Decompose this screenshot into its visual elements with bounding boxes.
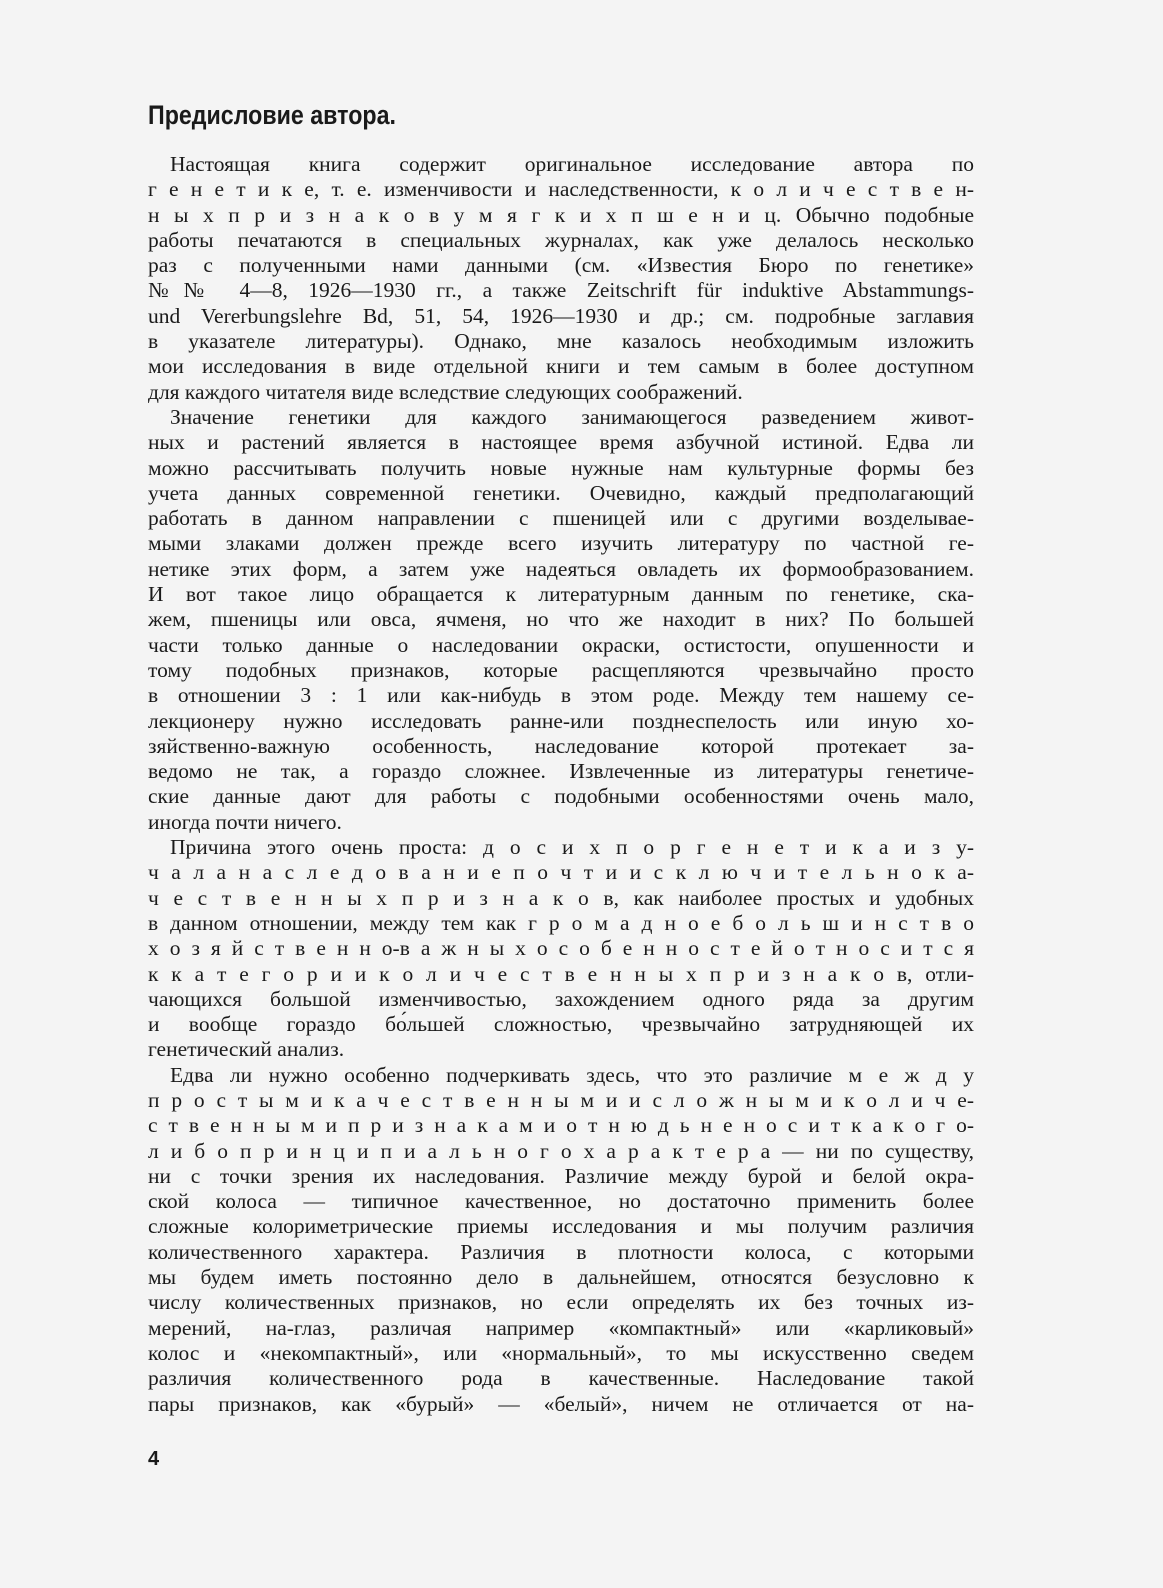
text-line: ч е с т в е н н ы х п р и з н а к о в, как наиболее простых и удобных — [148, 885, 974, 910]
text-line: г е н е т и к е, т. е. изменчивости и наследственности, к о л и ч е с т в е н- — [148, 177, 974, 202]
text-line: колос и «некомпактный», или «нормальный», то мы искусственно сведем — [148, 1340, 974, 1365]
text-line: в отношении 3 : 1 или как-нибудь в этом роде. Между тем нашему се- — [148, 683, 974, 708]
text-line: Едва ли нужно особенно подчеркивать здесь, что это различие м е ж д у — [170, 1062, 974, 1087]
text-line: можно рассчитывать получить новые нужные нам культурные формы без — [148, 455, 974, 480]
text-line: нетике этих форм, а затем уже надеяться овладеть их формообразованием. — [148, 556, 974, 581]
text-line: мои исследования в виде отдельной книги и тем самым в более доступном — [148, 354, 974, 379]
text-line: лекционеру нужно исследовать ранне-или позднеспелость или иную хо- — [148, 708, 974, 733]
text-line: ных и растений является в настоящее время азбучной истиной. Едва ли — [148, 430, 974, 455]
text-line: для каждого читателя виде вследствие следующих соображений. — [148, 379, 743, 404]
text-line: количественного характера. Различия в плотности колоса, с которыми — [148, 1239, 974, 1264]
text-line: ской колоса — типичное качественное, но достаточно применить более — [148, 1189, 974, 1214]
text-line: учета данных современной генетики. Очевидно, каждый предполагающий — [148, 480, 974, 505]
text-line: раз с полученными нами данными (см. «Известия Бюро по генетике» — [148, 253, 974, 278]
text-line: ни с точки зрения их наследования. Различие между бурой и белой окра- — [148, 1163, 974, 1188]
page-title: Предисловие автора. — [148, 100, 396, 130]
text-line: тому подобных признаков, которые расщепляются чрезвычайно просто — [148, 657, 974, 682]
text-line: п р о с т ы м и к а ч е с т в е н н ы м и и с л о ж н ы м и к о л и ч е- — [148, 1087, 974, 1112]
text-line: с т в е н н ы м и п р и з н а к а м и о т н ю д ь н е н о с и т к а к о г о- — [148, 1113, 974, 1138]
text-line: Причина этого очень проста: д о с и х п о р г е н е т и к а и з у- — [170, 835, 974, 860]
text-line: ские данные дают для работы с подобными особенностями очень мало, — [148, 784, 974, 809]
text-line: №№ 4—8, 1926—1930 гг., а также Zeitschrift für induktive Abstammungs- — [148, 278, 974, 303]
text-line: л и б о п р и н ц и п и а л ь н о г о х а р а к т е р а — ни по существу, — [148, 1138, 974, 1163]
text-line: части только данные о наследовании окраски, остистости, опушенности и — [148, 632, 974, 657]
text-line: пары признаков, как «бурый» — «белый», ничем не отличается от на- — [148, 1391, 974, 1416]
text-line: ведомо не так, а гораздо сложнее. Извлеченные из литературы генетиче- — [148, 759, 974, 784]
text-line: жем, пшеницы или овса, ячменя, но что же находит в них? По большей — [148, 607, 974, 632]
text-line: мы будем иметь постоянно дело в дальнейшем, относятся безусловно к — [148, 1265, 974, 1290]
text-line: чающихся большой изменчивостью, захождением одного ряда за другим — [148, 986, 974, 1011]
text-line: Значение генетики для каждого занимающегося разведением живот- — [170, 404, 974, 429]
text-line: и вообще гораздо бо́льшей сложностью, чрезвычайно затрудняющей их — [148, 1012, 974, 1037]
text-line: х о з я й с т в е н н о-в а ж н ы х о с о б е н н о с т е й о т н о с и т с я — [148, 936, 974, 961]
text-line: И вот такое лицо обращается к литературным данным по генетике, ска- — [148, 582, 974, 607]
text-line: ч а л а н а с л е д о в а н и е п о ч т и и с к л ю ч и т е л ь н о к а- — [148, 860, 974, 885]
body-text — [148, 152, 974, 1417]
text-line: в указателе литературы). Однако, мне казалось необходимым изложить — [148, 329, 974, 354]
text-line: мерений, на-глаз, различая например «компактный» или «карликовый» — [148, 1315, 974, 1340]
text-line: работать в данном направлении с пшеницей или с другими возделывае- — [148, 506, 974, 531]
text-line: различия количественного рода в качественные. Наследование такой — [148, 1366, 974, 1391]
text-line: работы печатаются в специальных журналах, как уже делалось несколько — [148, 227, 974, 252]
text-line: н ы х п р и з н а к о в у м я г к и х п ш е н и ц. Обычно подобные — [148, 202, 974, 227]
text-line: к к а т е г о р и и к о л и ч е с т в е н н ы х п р и з н а к о в, отли- — [148, 961, 974, 986]
text-line: иногда почти ничего. — [148, 809, 342, 834]
text-line: генетический анализ. — [148, 1037, 345, 1062]
text-line: зяйственно-важную особенность, наследование которой протекает за- — [148, 733, 974, 758]
text-line: сложные колориметрические приемы исследования и мы получим различия — [148, 1214, 974, 1239]
text-line: und Vererbungslehre Bd, 51, 54, 1926—1930 и др.; см. подробные заглавия — [148, 303, 974, 328]
text-line: в данном отношении, между тем как г р о м а д н о е б о л ь ш и н с т в о — [148, 910, 974, 935]
page-number: 4 — [148, 1448, 160, 1470]
text-line: Настоящая книга содержит оригинальное исследование автора по — [170, 152, 974, 176]
text-line: мыми злаками должен прежде всего изучить литературу по частной ге- — [148, 531, 974, 556]
text-line: числу количественных признаков, но если определять их без точных из- — [148, 1290, 974, 1315]
